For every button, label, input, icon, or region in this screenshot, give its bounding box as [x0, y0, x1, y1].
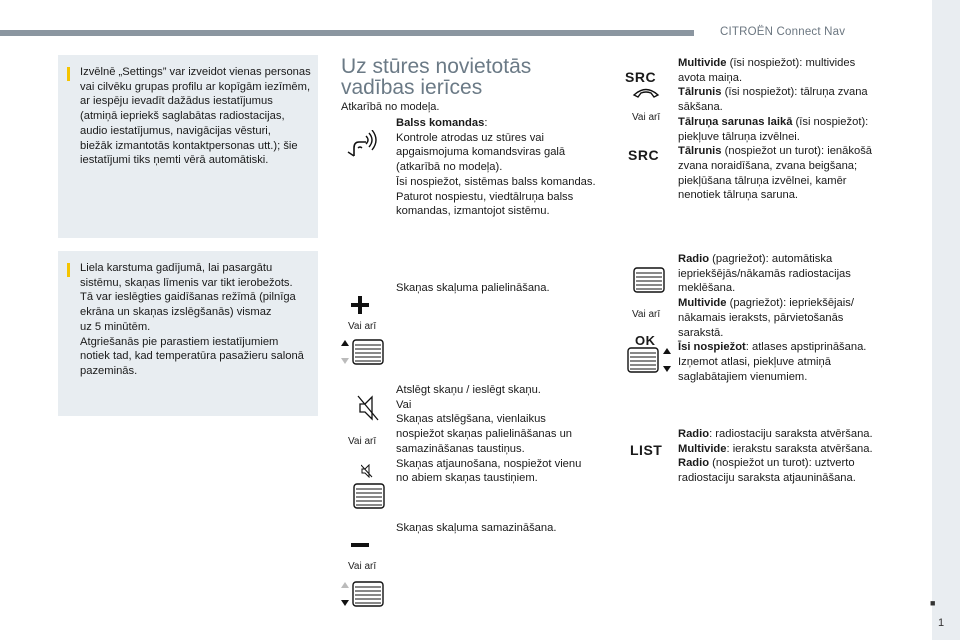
mute-description: Atslēgt skaņu / ieslēgt skaņu. Vai Skaņas atslēgšana, vienlaikus nospiežot skaņas palielināšanas un samazināšanas taustiņus. Skaņas atjaunošana, nospiežot vienu no abiem skaņas taustiņiem. [396, 384, 582, 485]
note-marker-icon [67, 263, 70, 277]
src-description: Multivide (īsi nospiežot): multivides avota maiņa. Tālrunis (īsi nospiežot): tālruņa zvana sākšana. Tālruņa sarunas laikā (īsi nospiežot): piekļuve tālruņa izvēlnei. Tālrunis (nospiežot un turot): ienākošā zvana noraidīšana, zvana beigšana; piekļūšana tālruņa izvēlnei, kamēr nenotiek tālruņa saruna. [678, 57, 873, 202]
info-note-heat [58, 251, 318, 416]
phone-handset-icon [632, 86, 660, 98]
src-button-label: SRC [625, 69, 657, 85]
volume-down-description: Skaņas skaļuma samazināšana. [396, 522, 557, 534]
info-note-settings [58, 55, 318, 238]
mute-small-icon [361, 464, 373, 478]
header-rule [0, 30, 694, 36]
or-label: Vai arī [632, 112, 661, 123]
scroll-wheel-icon [353, 482, 385, 510]
note-marker-icon [67, 67, 70, 81]
list-button-label: LIST [630, 442, 663, 458]
or-label: Vai arī [348, 436, 377, 447]
scroll-wheel-down-icon [341, 580, 387, 608]
page-number: 1 [938, 617, 945, 629]
list-description: Radio: radiostaciju saraksta atvēršana. Multivide: ierakstu saraksta atvēršana. Radio (nospiežot un turot): uztverto radiostaciju saraksta atjaunināšana. [678, 428, 873, 485]
or-label: Vai arī [632, 309, 661, 320]
ok-button-label: OK [635, 333, 656, 348]
note-text: Izvēlnē „Settings” var izveidot vienas personas vai cilvēku grupas profilu ar kopīgām iezīmēm, ar iespēju ievadīt dažādus iestatījumus (atmiņā iepriekš saglabātas radiostacijas, audio iestatījumus, navigācijas vēsturi, biežāk izmantotās kontaktpersonas utt.); šie iestatījumi tiks ņemti vērā automātiski. [80, 66, 311, 167]
brand-title: CITROËN Connect Nav [720, 26, 846, 38]
or-label: Vai arī [348, 321, 377, 332]
scroll-wheel-icon [633, 266, 665, 294]
mute-icon [357, 394, 379, 422]
section-title: Uz stūres novietotās vadības ierīces [341, 55, 532, 99]
scroll-wheel-updown-icon [627, 346, 673, 374]
section-subtitle: Atkarībā no modeļa. [341, 101, 440, 113]
page-edge-strip [932, 0, 960, 640]
minus-icon [351, 543, 369, 547]
plus-icon [351, 296, 369, 314]
page-marker: ■ [930, 598, 936, 608]
volume-up-description: Skaņas skaļuma palielināšana. [396, 282, 550, 294]
note-text: Liela karstuma gadījumā, lai pasargātu sistēmu, skaņas līmenis var tikt ierobežots. Tā var ieslēgties gaidīšanas režīmā (pilnīga ekrāna un skaņas izslēgšanās) vismaz uz 5 minūtēm. Atgriešanās pie parastiem iestatījumiem notiek tad, kad temperatūra pasažieru salonā pazeminās. [80, 262, 304, 377]
radio-description: Radio (pagriežot): automātiska iepriekšējās/nākamās radiostacijas meklēšana. Multivide (pagriežot): iepriekšējais/ nākamais ieraksts, pārvietošanās sarakstā. Īsi nospiežot: atlases apstiprināšana. Izņemot atlasi, piekļuve atmiņā saglabātajiem vienumiem. [678, 253, 867, 383]
scroll-wheel-up-icon [341, 338, 387, 366]
voice-command-icon [344, 130, 380, 160]
or-label: Vai arī [348, 561, 377, 572]
voice-command-description: Balss komandas: Kontrole atrodas uz stūres vai apgaismojuma komandsviras galā (atkarībā no modeļa). Īsi nospiežot, sistēmas balss komandas. Paturot nospiestu, viedtālruņa balss komandas, izmantojot sistēmu. [396, 117, 596, 218]
src-button-label-alt: SRC [628, 147, 660, 163]
